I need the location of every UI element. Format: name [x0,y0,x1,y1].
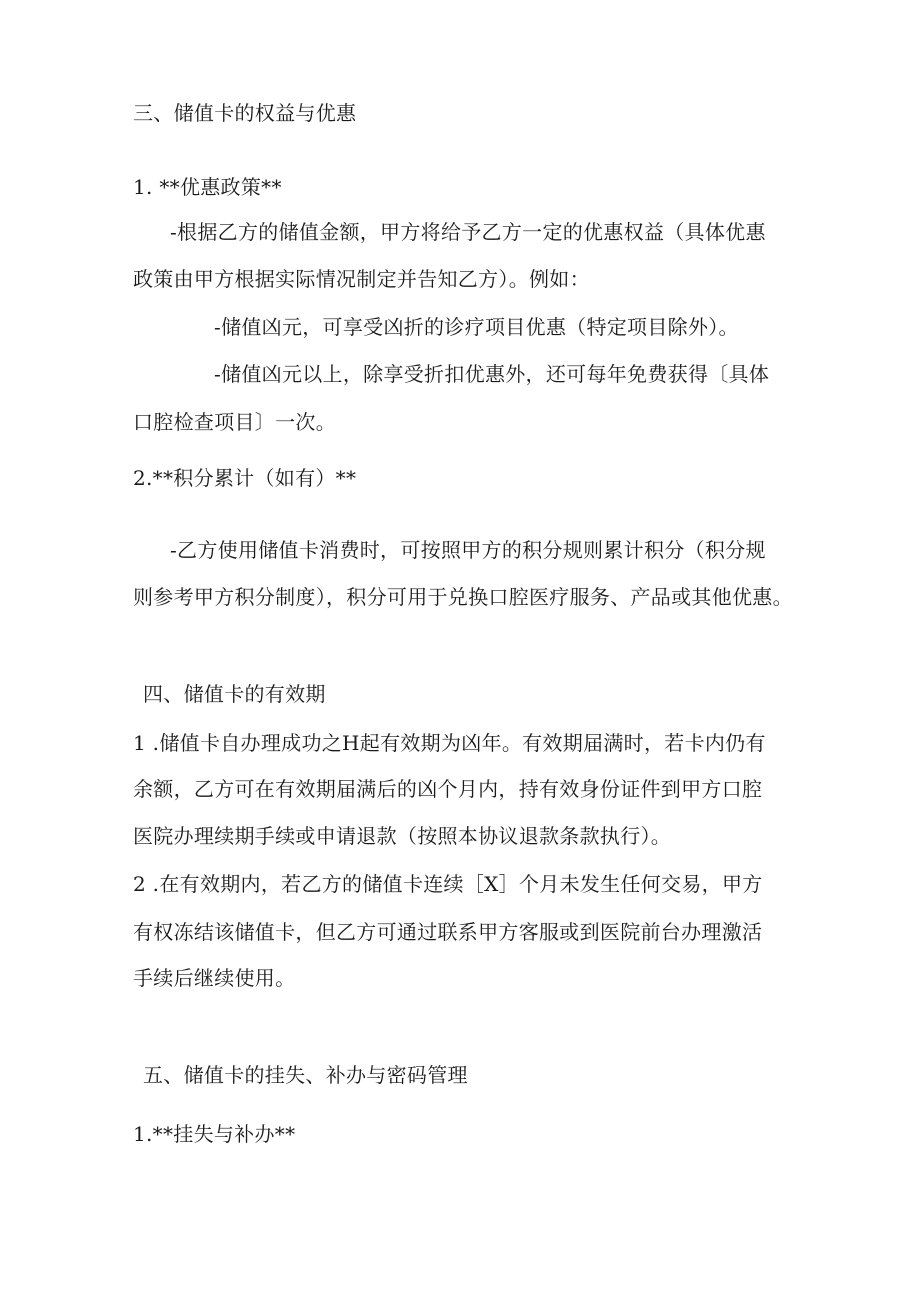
paragraph-line: -乙方使用储值卡消费时，可按照甲方的积分规则累计积分（积分规 [170,538,766,562]
item-title: 1. **优惠政策** [133,175,282,199]
sub-item-line: -储值凶元以上，除享受折扣优惠外，还可每年免费获得〔具体 [214,362,770,386]
paragraph-line: 2 .在有效期内，若乙方的储值卡连续［X］个月未发生任何交易，甲方 [133,872,763,896]
paragraph-line: 手续后继续使用。 [133,966,296,990]
paragraph-line: -根据乙方的储值金额，甲方将给予乙方一定的优惠权益（具体优惠 [170,220,766,244]
paragraph-line: 有权冻结该储值卡，但乙方可通过联系甲方客服或到医院前台办理激活 [133,920,763,944]
sub-item-line: -储值凶元，可享受凶折的诊疗项目优惠（特定项目除外）。 [214,315,739,339]
section-heading: 三、储值卡的权益与优惠 [133,101,357,125]
item-title: 2.**积分累计（如有）** [133,466,357,490]
sub-item-line: 口腔检查项目〕一次。 [133,410,336,434]
item-title: 1.**挂失与补办** [133,1122,296,1146]
section-heading: 五、储值卡的挂失、补办与密码管理 [143,1063,468,1087]
paragraph-line: 则参考甲方积分制度），积分可用于兑换口腔医疗服务、产品或其他优惠。 [133,585,793,609]
paragraph-line: 医院办理续期手续或申请退款（按照本协议退款条款执行）。 [133,824,672,848]
paragraph-line: 政策由甲方根据实际情况制定并告知乙方）。例如： [133,267,590,291]
paragraph-line: 1 .储值卡自办理成功之H起有效期为凶年。有效期届满时，若卡内仍有 [133,731,766,755]
section-heading: 四、储值卡的有效期 [143,682,326,706]
paragraph-line: 余额，乙方可在有效期届满后的凶个月内，持有效身份证件到甲方口腔 [133,777,763,801]
